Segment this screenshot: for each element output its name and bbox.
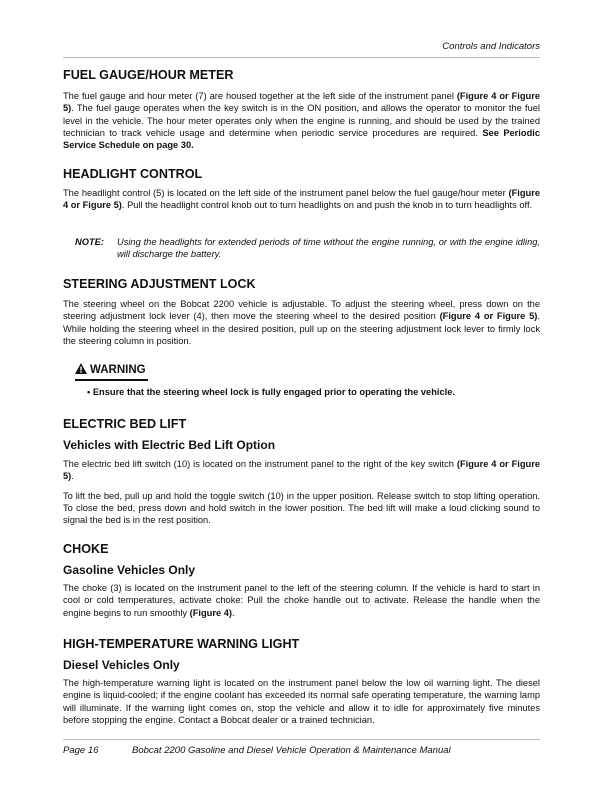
section-subtitle: Diesel Vehicles Only (63, 658, 180, 672)
figure-reference: (Figure 4 or Figure 5) (63, 459, 540, 482)
section-high-temperature-warning-light (63, 637, 540, 726)
page-number: Page 16 (63, 745, 99, 756)
cross-reference: See Periodic Service Schedule on page 30. (63, 127, 540, 151)
paragraph (63, 298, 540, 347)
text: . The fuel gauge operates when the key switch is in the ON position, and allows the operator to monitor the fuel level in the vehicle. The hour meter operates only when the engine is running, and should be used by the trained technician to track vehicle usage and determine when periodic service procedures are required. (63, 103, 540, 138)
text: The choke (3) is located on the instrument panel to the left of the steering column. If the vehicle is hard to start in cool or cold temperatures, activate choke: Pull the choke handle out to activate. Release the handle when the engine begins to run smoothly (63, 583, 540, 618)
text: . While holding the steering wheel in the desired position, pull up on the steering adjustment lock lever to firmly lock the steering column in position. (63, 311, 540, 346)
figure-reference: (Figure 4 or Figure 5) (63, 188, 540, 211)
paragraph (63, 187, 540, 212)
section-title: ELECTRIC BED LIFT (63, 417, 187, 431)
text: The headlight control (5) is located on the left side of the instrument panel below the fuel gauge/hour meter (63, 188, 509, 198)
header-rule (63, 57, 540, 58)
section-title: HIGH-TEMPERATURE WARNING LIGHT (63, 637, 300, 651)
section-title: FUEL GAUGE/HOUR METER (63, 68, 234, 82)
paragraph (63, 90, 540, 151)
paragraph: To lift the bed, pull up and hold the toggle switch (10) in the upper position. Release switch to stop lifting operation. To close the bed, press down and hold switch in the lower position. The bed lift will make a loud clicking sound to signal the bed is in the rest position. (63, 490, 540, 526)
text: . (231, 607, 235, 618)
note-text: Using the headlights for extended periods of time without the engine running, or with the engine idling, will discharge the battery. (117, 237, 540, 260)
text: The fuel gauge and hour meter (7) are housed together at the left side of the instrument panel (63, 91, 457, 101)
figure-reference: (Figure 4) (189, 607, 232, 618)
warning-label: WARNING (90, 364, 146, 376)
manual-title: Bobcat 2200 Gasoline and Diesel Vehicle Operation & Maintenance Manual (132, 745, 451, 756)
section-choke (63, 542, 540, 619)
note (75, 236, 540, 261)
note-label: NOTE: (75, 237, 104, 247)
section-electric-bed-lift (63, 417, 540, 526)
text: . (71, 471, 74, 482)
footer (63, 745, 451, 756)
section-title: STEERING ADJUSTMENT LOCK (63, 277, 256, 291)
warning-heading (75, 363, 148, 381)
section-subtitle: Vehicles with Electric Bed Lift Option (63, 438, 276, 452)
figure-reference: (Figure 4 or Figure 5) (63, 91, 540, 114)
section-steering-adjustment-lock (63, 277, 540, 347)
footer-rule (63, 739, 540, 740)
text: . Pull the headlight control knob out to turn headlights on and push the knob in to turn headlights off. (121, 200, 533, 211)
paragraph (63, 582, 540, 619)
paragraph (63, 458, 540, 483)
section-subtitle: Gasoline Vehicles Only (63, 563, 196, 577)
section-headlight-control (63, 167, 540, 212)
figure-reference: (Figure 4 or Figure 5) (439, 311, 538, 322)
text: The steering wheel on the Bobcat 2200 vehicle is adjustable. To adjust the steering wheel, press down on the steering adjustment lock lever (4), then move the steering wheel to the desired position (63, 299, 540, 322)
paragraph: The high-temperature warning light is located on the instrument panel below the low oil warning light. The diesel engine is liquid-cooled; if the engine coolant has exceeded its normal safe operating temperature, the warning lamp will illuminate. If the warning light comes on, stop the vehicle and allow it to idle for approximately five minutes before stopping the engine. Contact a Bobcat dealer or a trained technician. (63, 678, 540, 725)
section-title: CHOKE (63, 542, 109, 556)
warning-bullet: • Ensure that the steering wheel lock is fully engaged prior to operating the vehicle. (87, 387, 455, 397)
warning-triangle-icon (75, 363, 87, 374)
section-title: HEADLIGHT CONTROL (63, 167, 203, 181)
text: The electric bed lift switch (10) is located on the instrument panel to the right of the key switch (63, 459, 457, 469)
section-fuel-gauge (63, 68, 540, 151)
running-header: Controls and Indicators (442, 41, 540, 52)
